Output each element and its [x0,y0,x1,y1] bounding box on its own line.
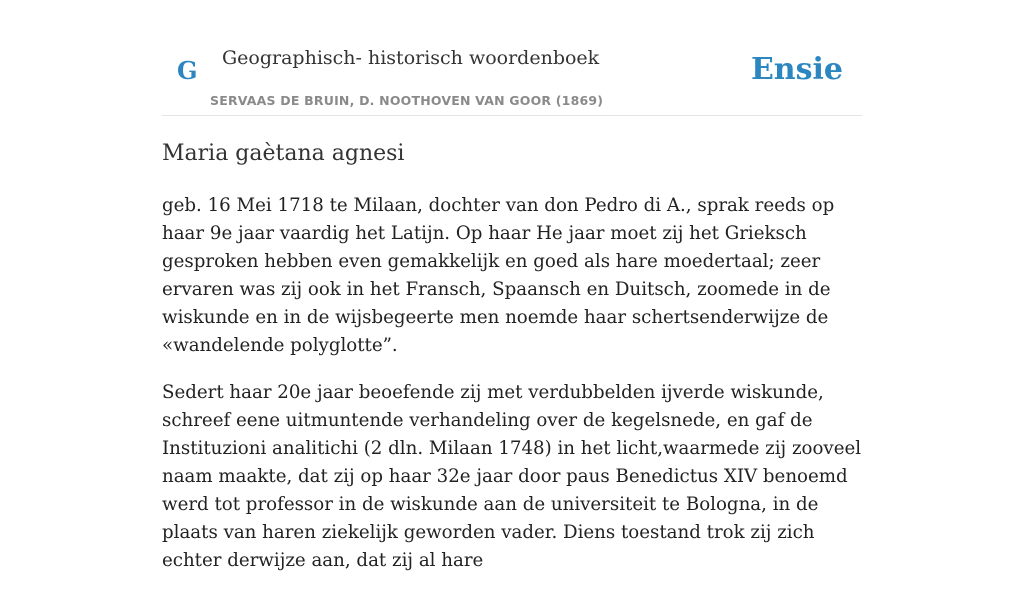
book-title[interactable]: Geographisch- historisch woordenboek [222,47,600,69]
entry-paragraph-1: geb. 16 Mei 1718 te Milaan, dochter van don Pedro di A., sprak reeds op haar 9e jaar vaardig het Latijn. Op haar He jaar moet zij het Grieksch gesproken hebben even gemakkelijk en goed als hare moedertaal; zeer ervaren was zij ook in het Fransch, Spaansch en Duitsch, zoomede in de wiskunde en in de wijsbegeerte men noemde haar schertsenderwijze de «wandelende polyglotte”. [162,195,835,356]
entry-body [162,192,862,594]
ensie-logo[interactable]: Ensie [750,52,843,87]
header [162,0,862,116]
entry-title: Maria gaètana agnesi [162,141,405,166]
book-authors: SERVAAS DE BRUIN, D. NOOTHOVEN VAN GOOR (1869) [210,93,604,108]
book-logo[interactable]: G [177,56,198,85]
entry-paragraph-2: Sedert haar 20e jaar beoefende zij met verdubbelden ijverde wiskunde, schreef eene uitmuntende verhandeling over de kegelsnede, en gaf de Instituzioni analitichi (2 dln. Milaan 1748) in het licht,waarmede zij zooveel naam maakte, dat zij op haar 32e jaar door paus Benedictus XIV benoemd werd tot professor in de wiskunde aan de universiteit te Bologna, in de plaats van haren ziekelijk geworden vader. Diens toestand trok zij zich echter derwijze aan, dat zij al hare [162,382,862,571]
